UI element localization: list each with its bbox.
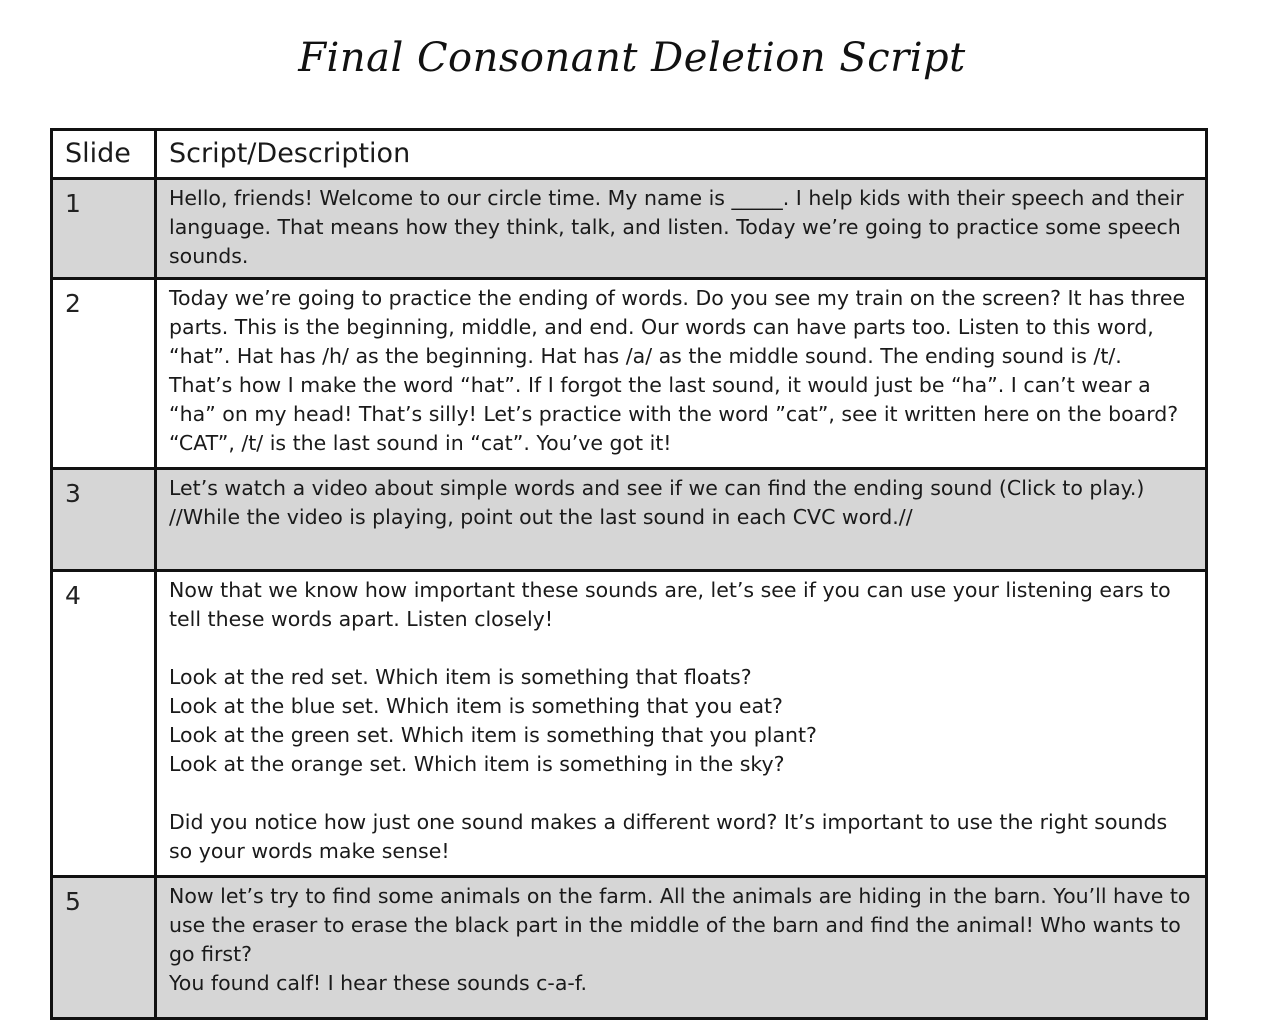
script-cell <box>156 179 1207 279</box>
paragraph-spacer <box>169 779 1191 808</box>
script-cell <box>156 571 1207 877</box>
script-paragraph: Now let’s try to find some animals on the farm. All the animals are hiding in the barn. You’ll have to use the eraser to erase the black part in the middle of the barn and find the animal! Who wants to go first? <box>169 884 1191 966</box>
slide-number: 1 <box>52 179 156 279</box>
slide-number: 3 <box>52 469 156 571</box>
table-row <box>52 877 1207 1019</box>
header-slide: Slide <box>52 130 156 179</box>
table-row <box>52 279 1207 469</box>
table-header-row <box>52 130 1207 179</box>
script-instruction: //While the video is playing, point out the last sound in each CVC word.// <box>169 505 913 529</box>
script-paragraph: Hello, friends! Welcome to our circle time. My name is _____. I help kids with their speech and their language. That means how they think, talk, and listen. Today we’re going to practice some speech sounds. <box>169 186 1184 268</box>
table-row <box>52 469 1207 571</box>
script-question: Look at the blue set. Which item is something that you eat? <box>169 694 783 718</box>
table-row <box>52 179 1207 279</box>
slide-number: 2 <box>52 279 156 469</box>
script-cell <box>156 279 1207 469</box>
script-question: Look at the red set. Which item is something that floats? <box>169 665 752 689</box>
script-question: Look at the orange set. Which item is something in the sky? <box>169 752 785 776</box>
script-paragraph: Now that we know how important these sounds are, let’s see if you can use your listening ears to tell these words apart. Listen closely! <box>169 578 1171 631</box>
table-row <box>52 571 1207 877</box>
script-table <box>50 128 1208 1020</box>
script-paragraph: Did you notice how just one sound makes a different word? It’s important to use the right sounds so your words make sense! <box>169 810 1168 863</box>
script-paragraph: Let’s watch a video about simple words and see if we can find the ending sound (Click to play.) <box>169 476 1145 500</box>
script-question: Look at the green set. Which item is something that you plant? <box>169 723 817 747</box>
script-paragraph: Today we’re going to practice the ending of words. Do you see my train on the screen? It has three parts. This is the beginning, middle, and end. Our words can have parts too. Listen to this word, “hat”. Hat has /h/ as the beginning. Hat has /a/ as the middle sound. The ending sound is /t/. That’s how I make the word “hat”. If I forgot the last sound, it would just be “ha”. I can’t wear a “ha” on my head! That’s silly! Let’s practice with the word ”cat”, see it written here on the board? “CAT”, /t/ is the last sound in “cat”. You’ve got it! <box>169 286 1186 455</box>
slide-number: 4 <box>52 571 156 877</box>
paragraph-spacer <box>169 634 1191 663</box>
document-title: Final Consonant Deletion Script <box>298 35 966 81</box>
script-cell <box>156 877 1207 1019</box>
slide-number: 5 <box>52 877 156 1019</box>
script-cell <box>156 469 1207 571</box>
script-paragraph: You found calf! I hear these sounds c-a-f. <box>169 971 588 995</box>
header-script-description: Script/Description <box>156 130 1207 179</box>
